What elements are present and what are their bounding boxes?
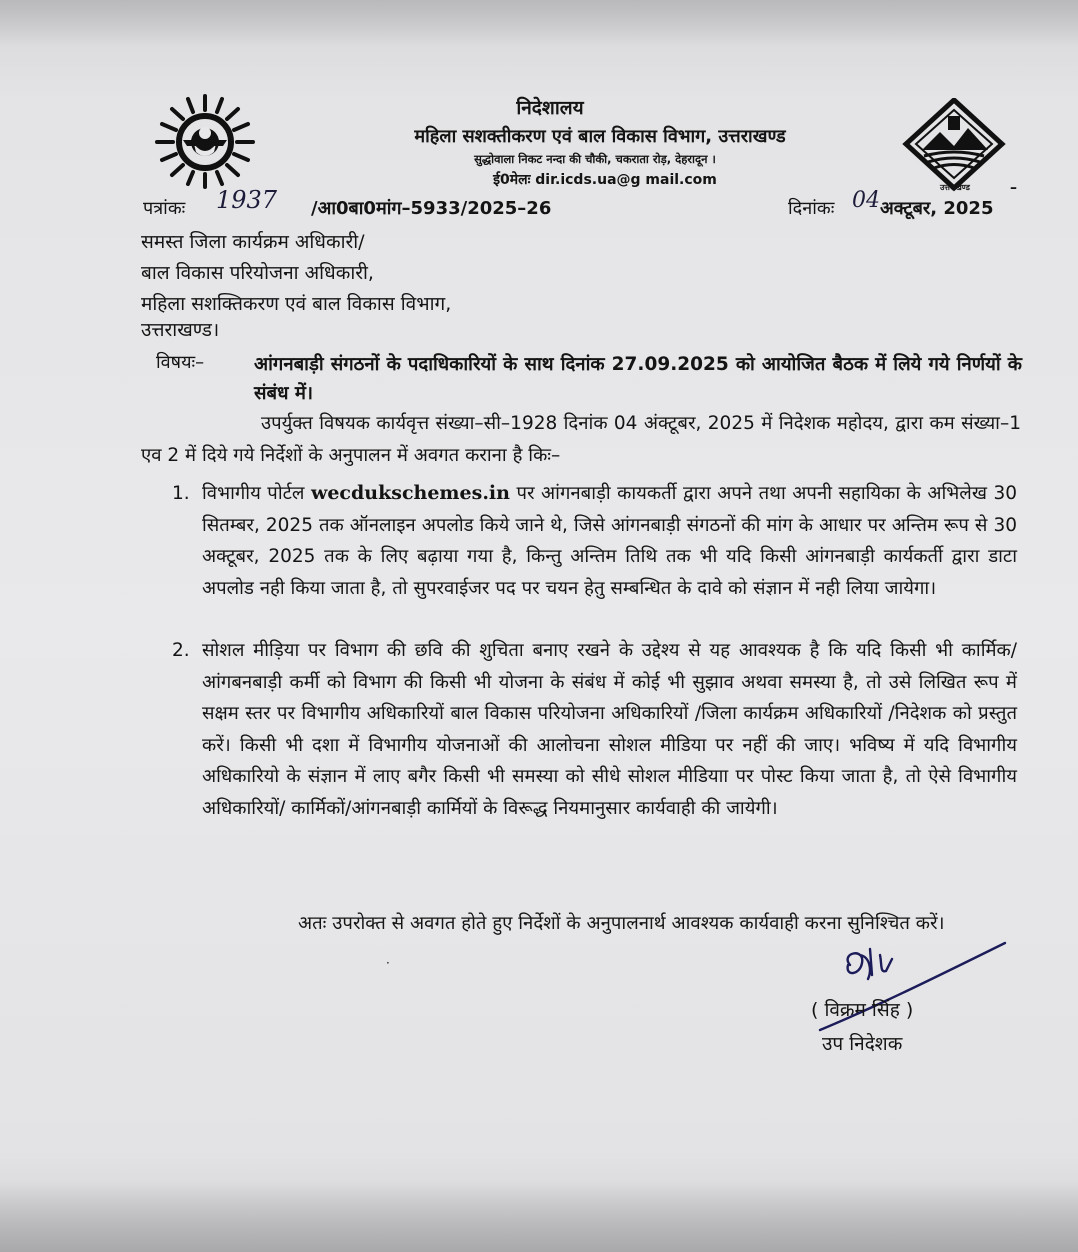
item-1-text-end: पर आंगनबाड़ी कायकर्ती द्वारा अपने तथा अपनी सहायिका के अभिलेख 30 सितम्बर, 2025 तक ऑनलाइन अपलोड किये जाने थे, जिसे आंगनबाड़ी संगठनों की मांग के आधार पर अन्तिम रूप से 30 अक्टूबर, 2025 तक के लिए बढ़ाया गया है, किन्तु अन्तिम तिथि तक भी यदि किसी आंगनबाड़ी कार्यकर्ती द्वारा डाटा अपलोड नही किया जाता है, तो सुपरवाईजर पद पर चयन हेतु सम्बन्धित के दावे को संज्ञान में नही लिया जायेगा।: [202, 483, 1017, 599]
date-label: दिनांकः: [788, 198, 835, 219]
subject-label: विषयः–: [156, 352, 205, 373]
item-2-text: सोशल मीड़िया पर विभाग की छवि की शुचिता बनाए रखने के उद्देश्य से यह आवश्यक है कि यदि किसी भी कार्मिक/आंगबनबाड़ी कर्मी को विभाग की किसी भी योजना के संबंध में कोई भी सुझाव अथवा समस्या है, तो उसे लिखित रूप में सक्षम स्तर पर विभागीय अधिकारियों बाल विकास परियोजना अधिकारियों /जिला कार्यक्रम अधिकारियों /निदेशक को प्रस्तुत करें। किसी भी दशा में विभागीय योजनाओं की आलोचना सोशल मीडिया पर नहीं की जाए। भविष्य में यदि विभागीय अधिकारियो के संज्ञान में लाए बगैर किसी भी समस्या को सीधे सोशल मीडियाा पर पोस्ट किया जाता है, तो ऐसे विभागीय अधिकारियों/ कार्मिकों/आंगनबाड़ी कार्मियों के विरूद्ध नियमानुसार कार्यवाही की जायेगी।: [202, 640, 1017, 819]
addressee-line: उत्तराखण्ड।: [141, 319, 220, 341]
reference-label: पत्रांकः: [143, 198, 186, 219]
closing-paragraph: अतः उपरोक्त से अवगत होते हुए निर्देशों के अनुपालनार्थ आवश्यक कार्यवाही करना सुनिश्चित करें।: [298, 913, 945, 934]
header-dash: –: [1010, 180, 1017, 196]
subject-text: आंगनबाड़ी संगठनों के पदाधिकारियों के साथ दिनांक 27.09.2025 को आयोजित बैठक में लिये गये निर्णयों के संबंध में।: [254, 354, 1022, 404]
portal-url: wecdukschemes.in: [310, 482, 510, 504]
department-heading: महिला सशक्तीकरण एवं बाल विकास विभाग, उत्तराखण्ड: [414, 126, 786, 147]
office-heading: निदेशालय: [516, 97, 584, 119]
item-number: 1.: [172, 483, 190, 504]
office-email: ई0मेलः dir.icds.ua@g mail.com: [493, 172, 717, 188]
page-bottom-shadow: [0, 1182, 1078, 1252]
emblem-caption: उत्तराखण्ड: [940, 183, 970, 192]
office-address: सुद्धोवाला निकट नन्दा की चौकी, चकराता रोड़, देहरादून ।: [474, 152, 716, 166]
addressee-line: समस्त जिला कार्यक्रम अधिकारी/: [141, 231, 365, 253]
item-number: 2.: [172, 640, 190, 661]
date-handwritten-day: 04: [852, 188, 880, 213]
stray-mark: ·: [386, 956, 390, 970]
item-1-text-start: विभागीय पोर्टल: [202, 483, 311, 504]
signatory-designation: उप निदेशक: [822, 1033, 903, 1055]
addressee-line: बाल विकास परियोजना अधिकारी,: [141, 262, 374, 284]
intro-paragraph: उपर्युक्त विषयक कार्यवृत्त संख्या–सी–1928 दिनांक 04 अंक्टूबर, 2025 में निदेशक महोदय, द्वारा कम संख्या–1 एव 2 में दिये गये निर्देशों के अनुपालन में अवगत कराना है किः–: [141, 413, 1021, 466]
date-month-year: अक्टूबर, 2025: [880, 198, 994, 219]
uttarakhand-emblem-icon: [902, 98, 1006, 192]
reference-number: /आ0बा0मांग–5933/2025–26: [311, 198, 552, 219]
reference-handwritten-number: 1937: [216, 186, 278, 214]
signatory-name: ( विक्रम सिंह ): [811, 999, 914, 1021]
handwritten-signature: [810, 935, 1015, 1040]
item-1-text: [202, 478, 1017, 604]
icds-logo-icon: [148, 92, 262, 192]
page-top-shadow: [0, 0, 1078, 46]
addressee-line: महिला सशक्तिकरण एवं बाल विकास विभाग,: [141, 293, 452, 315]
